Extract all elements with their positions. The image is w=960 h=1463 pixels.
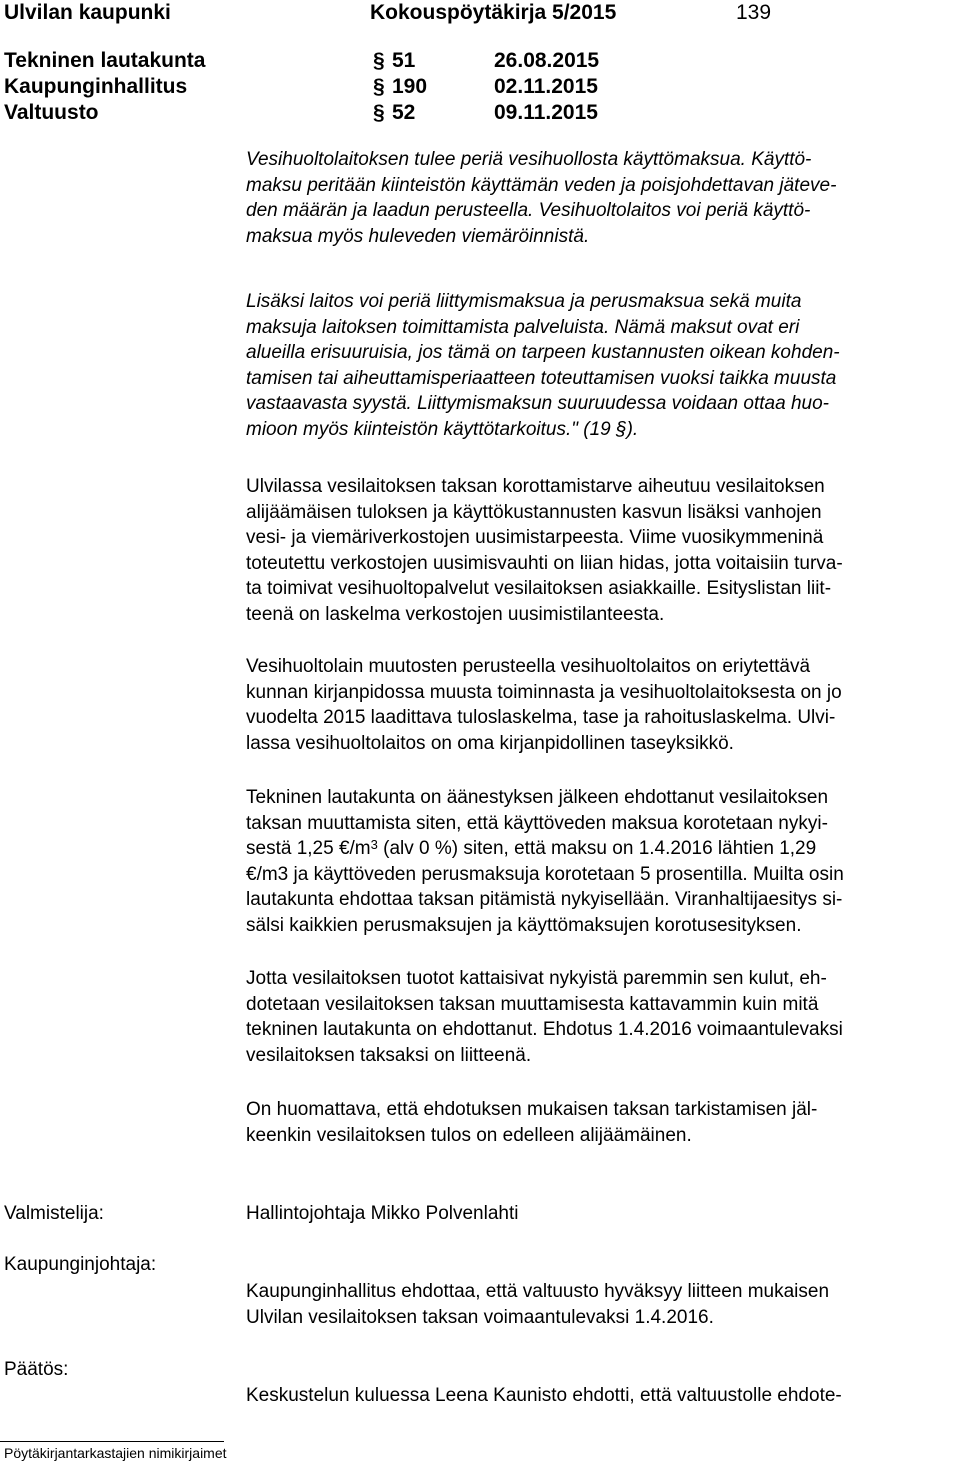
text-line: tamisen tai aiheuttamisperiaatteen toteuttamisen vuoksi taikka muusta [246,367,837,389]
body-paragraph-6 [246,966,956,1068]
text-line: Ulvilan vesilaitoksen taksan voimaantulevaksi 1.4.2016. [246,1306,714,1328]
text-line: vastaavasta syystä. Liittymismaksun suuruudessa voidaan ottaa huo- [246,393,829,415]
body-name-technical-board: Tekninen lautakunta [4,49,206,72]
text-line: Vesihuoltolain muutosten perusteella vesihuoltolaitos on eriytettävä [246,656,811,677]
text-line: €/m3 ja käyttöveden perusmaksuja korotetaan 5 prosentilla. Muilta osin [246,863,844,885]
section-number: 190 [392,75,428,98]
text-line: vuodelta 2015 laadittava tuloslaskelma, tase ja rahoituslaskelma. Ulvi- [246,707,836,729]
text-line: lassa vesihuoltolaitos on oma kirjanpidollinen taseyksikkö. [246,732,734,754]
body-paragraph-7 [246,1097,956,1148]
text-line: ta toimivat vesihuoltopalvelut vesilaitoksen asiakkaille. Esityslistan liit- [246,578,832,600]
decision-value: Keskustelun kuluessa Leena Kaunisto ehdotti, että valtuustolle ehdote- [246,1385,842,1406]
text-line: dotetaan vesilaitoksen taksan muuttamisesta kattavammin kuin mitä [246,993,819,1015]
section-sign-icon: § [373,101,385,124]
body-name-council: Valtuusto [4,101,99,124]
body-paragraph-3 [246,474,956,628]
text-line: sälsi kaikkien perusmaksujen ja käyttömaksujen korotusesityksen. [246,914,802,936]
text-line: mioon myös kiinteistön käyttötarkoitus." (19 §). [246,418,639,440]
text-line: teenä on laskelma verkostojen uusimistilanteesta. [246,603,665,625]
body-paragraph-5 [246,785,956,939]
text-line: Tekninen lautakunta on äänestyksen jälkeen ehdottanut vesilaitoksen [246,787,829,808]
document-title: Kokouspöytäkirja 5/2015 [370,1,617,24]
text-line: Lisäksi laitos voi periä liittymismaksua ja perusmaksua sekä muita [246,291,802,312]
text-line: kunnan kirjanpidossa muusta toiminnasta ja vesihuoltolaitoksesta on jo [246,681,842,703]
text-line: Vesihuoltolaitoksen tulee periä vesihuollosta käyttömaksua. Käyttö- [246,149,812,170]
text-line: toteutettu verkostojen uusimisvauhti on liian hidas, jotta voitaisiin turva- [246,552,843,574]
section-number: 52 [392,101,416,124]
text-line: Ulvilassa vesilaitoksen taksan korottamistarve aiheutuu vesilaitoksen [246,476,825,497]
quote-paragraph-2 [246,289,956,443]
text-line: tekninen lautakunta on ehdottanut. Ehdotus 1.4.2016 voimaantulevaksi [246,1019,843,1041]
meeting-date: 02.11.2015 [494,75,598,98]
body-paragraph-4 [246,654,956,756]
footer-initials-label: Pöytäkirjantarkastajien nimikirjaimet [4,1445,227,1461]
section-number: 51 [392,49,416,72]
mayor-proposal [246,1279,829,1330]
section-sign-icon: § [373,75,385,98]
meeting-date: 26.08.2015 [494,49,600,72]
meeting-date: 09.11.2015 [494,101,598,124]
preparer-label: Valmistelija: [4,1203,104,1224]
text-line: maksu peritään kiinteistön käyttämän veden ja poisjohdettavan jäteve- [246,174,837,196]
body-name-city-board: Kaupunginhallitus [4,75,188,98]
superscript-three: 3 [370,837,378,853]
text-line: lautakunta ehdottaa taksan pitämistä nykyisellään. Viranhaltijaesitys si- [246,889,843,911]
text-line: maksua myös huleveden viemäröinnistä. [246,225,590,247]
text-line: taksan muuttamista siten, että käyttöveden maksua korotetaan nykyi- [246,812,828,834]
footer-divider [0,1441,224,1442]
text-line: den määrän ja laadun perusteella. Vesihuoltolaitos voi periä käyttö- [246,200,811,222]
text-line: alijäämäisen tuloksen ja käyttökustannusten kasvun lisäksi vanhojen [246,501,822,523]
page-number: 139 [736,1,772,24]
text-line: keenkin vesilaitoksen tulos on edelleen alijäämäinen. [246,1124,692,1146]
text-line: On huomattava, että ehdotuksen mukaisen taksan tarkistamisen jäl- [246,1099,818,1120]
municipality-name: Ulvilan kaupunki [4,1,171,24]
text-line: sestä 1,25 $€/m^3$ (alv 0 %) siten, että maksu on 1.4.2016 lähtien 1,29 [246,837,817,860]
mayor-label: Kaupunginjohtaja: [4,1254,157,1275]
section-sign-icon: § [373,49,385,72]
text-line: alueilla erisuuruisia, jos tämä on tarpeen kustannusten oikean kohden- [246,342,840,364]
text-line: vesilaitoksen taksaksi on liitteenä. [246,1044,532,1066]
quote-paragraph-1 [246,147,956,249]
text-line: maksuja laitoksen toimittamista palveluista. Nämä maksut ovat eri [246,316,800,338]
text-line: Jotta vesilaitoksen tuotot kattaisivat nykyistä paremmin sen kulut, eh- [246,968,827,989]
text-line: vesi- ja viemäriverkostojen uusimistarpeesta. Viime vuosikymmeninä [246,527,824,549]
decision-label: Päätös: [4,1359,69,1380]
text-line: Kaupunginhallitus ehdottaa, että valtuusto hyväksyy liitteen mukaisen [246,1281,830,1302]
preparer-value: Hallintojohtaja Mikko Polvenlahti [246,1203,519,1224]
